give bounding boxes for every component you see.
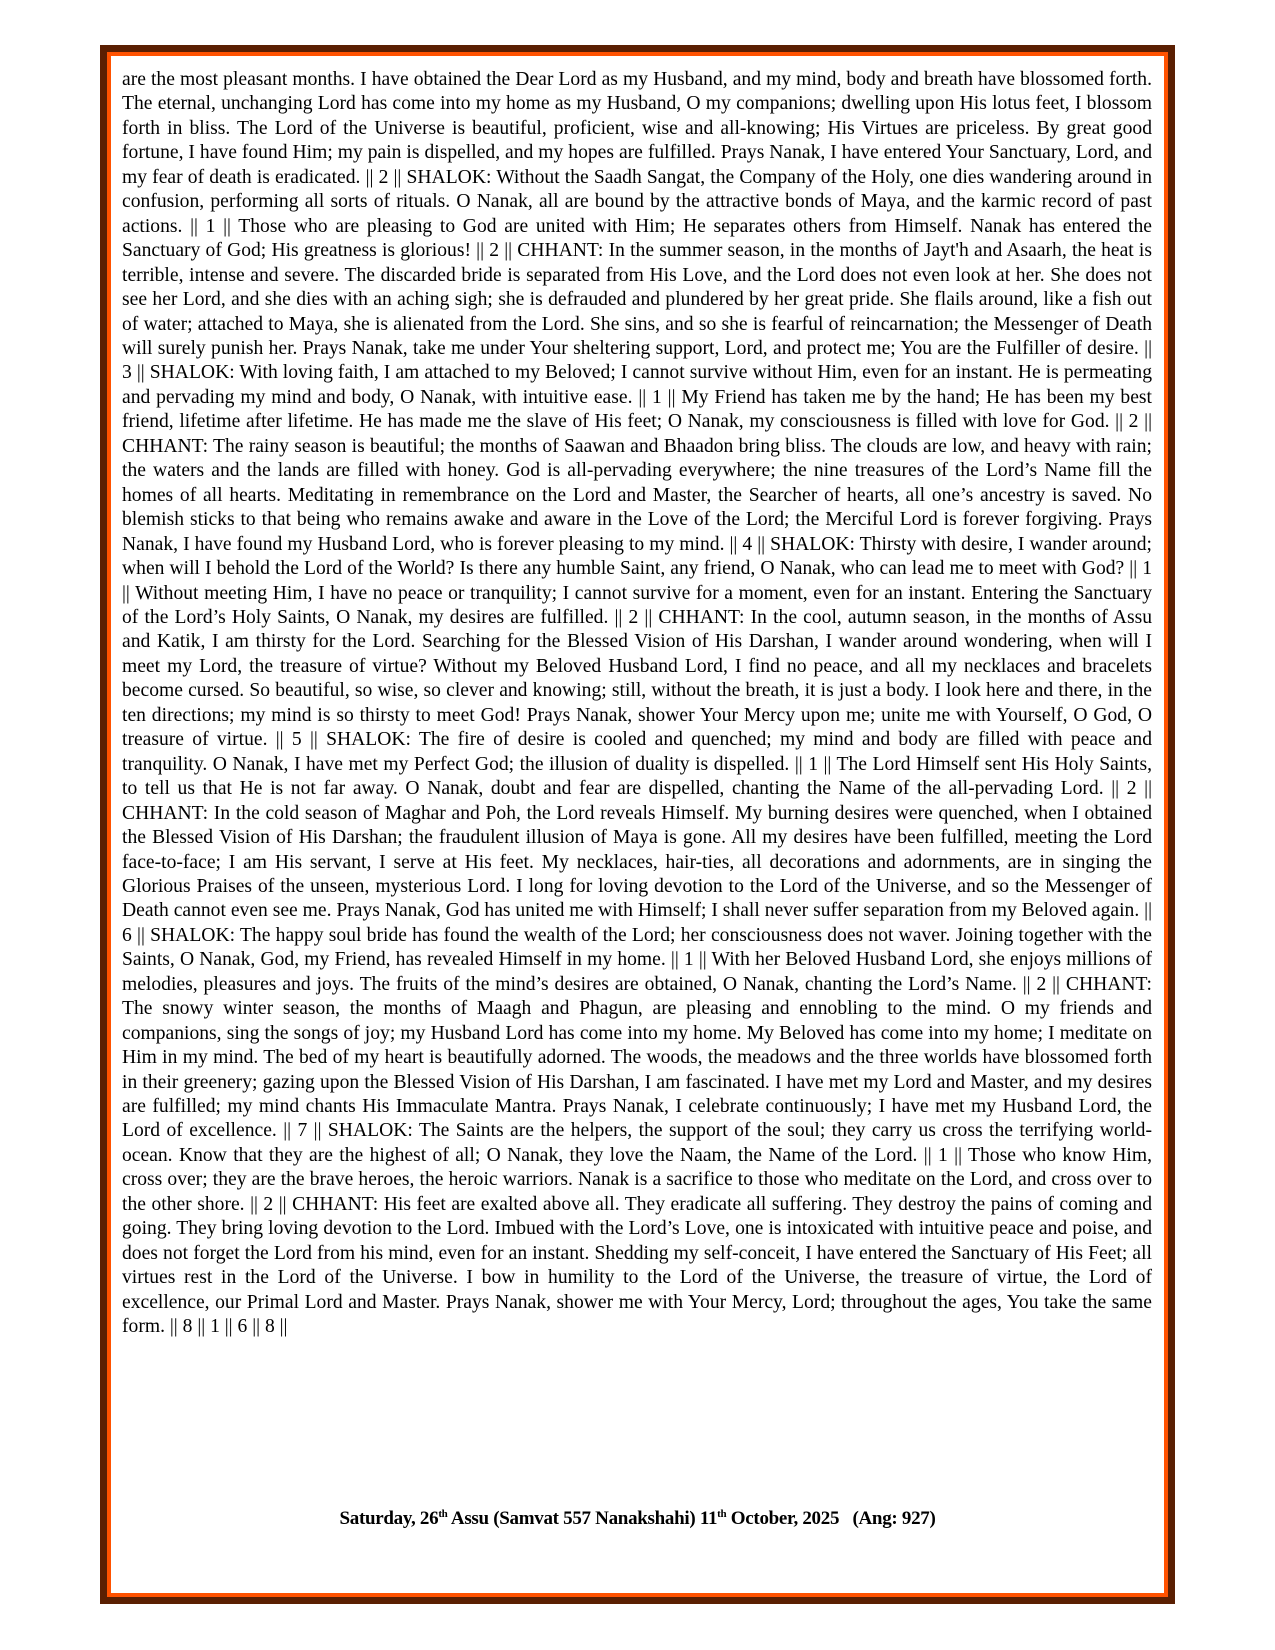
page-border-outer [100,45,1175,1604]
footer-day-suffix: th [438,1508,448,1520]
footer-rest: October, 2025 (Ang: 927) [726,1508,936,1529]
hukamnama-body-text: are the most pleasant months. I have obtained the Dear Lord as my Husband, and my mind, body and breath have blossomed forth. The eternal, unchanging Lord has come into my home as my Husband, O my companions; dwelling upon His lotus feet, I blossom forth in bliss. The Lord of the Universe is beautiful, proficient, wise and all-knowing; His Virtues are priceless. By great good fortune, I have found Him; my pain is dispelled, and my hopes are fulfilled. Prays Nanak, I have entered Your Sanctuary, Lord, and my fear of death is eradicated. || 2 || SHALOK: Without the Saadh Sangat, the Company of the Holy, one dies wandering around in confusion, performing all sorts of rituals. O Nanak, all are bound by the attractive bonds of Maya, and the karmic record of past actions. || 1 || Those who are pleasing to God are united with Him; He separates others from Himself. Nanak has entered the Sanctuary of God; His greatness is glorious! || 2 || CHHANT: In the summer season, in the months of Jayt'h and Asaarh, the heat is terrible, intense and severe. The discarded bride is separated from His Love, and the Lord does not even look at her. She does not see her Lord, and she dies with an aching sigh; she is defrauded and plundered by her great pride. She flails around, like a fish out of water; attached to Maya, she is alienated from the Lord. She sins, and so she is fearful of reincarnation; the Messenger of Death will surely punish her. Prays Nanak, take me under Your sheltering support, Lord, and protect me; You are the Fulfiller of desire. || 3 || SHALOK: With loving faith, I am attached to my Beloved; I cannot survive without Him, even for an instant. He is permeating and pervading my mind and body, O Nanak, with intuitive ease. || 1 || My Friend has taken me by the hand; He has been my best friend, lifetime after lifetime. He has made me the slave of His feet; O Nanak, my consciousness is filled with love for God. || 2 || CHHANT: The rainy season is beautiful; the months of Saawan and Bhaadon bring bliss. The clouds are low, and heavy with rain; the waters and the lands are filled with honey. God is all-pervading everywhere; the nine treasures of the Lord’s Name fill the homes of all hearts. Meditating in remembrance on the Lord and Master, the Searcher of hearts, all one’s ancestry is saved. No blemish sticks to that being who remains awake and aware in the Love of the Lord; the Merciful Lord is forever forgiving. Prays Nanak, I have found my Husband Lord, who is forever pleasing to my mind. || 4 || SHALOK: Thirsty with desire, I wander around; when will I behold the Lord of the World? Is there any humble Saint, any friend, O Nanak, who can lead me to meet with God? || 1 || Without meeting Him, I have no peace or tranquility; I cannot survive for a moment, even for an instant. Entering the Sanctuary of the Lord’s Holy Saints, O Nanak, my desires are fulfilled. || 2 || CHHANT: In the cool, autumn season, in the months of Assu and Katik, I am thirsty for the Lord. Searching for the Blessed Vision of His Darshan, I wander around wondering, when will I meet my Lord, the treasure of virtue? Without my Beloved Husband Lord, I find no peace, and all my necklaces and bracelets become cursed. So beautiful, so wise, so clever and knowing; still, without the breath, it is just a body. I look here and there, in the ten directions; my mind is so thirsty to meet God! Prays Nanak, shower Your Mercy upon me; unite me with Yourself, O God, O treasure of virtue. || 5 || SHALOK: The fire of desire is cooled and quenched; my mind and body are filled with peace and tranquility. O Nanak, I have met my Perfect God; the illusion of duality is dispelled. || 1 || The Lord Himself sent His Holy Saints, to tell us that He is not far away. O Nanak, doubt and fear are dispelled, chanting the Name of the all-pervading Lord. || 2 || CHHANT: In the cold season of Maghar and Poh, the Lord reveals Himself. My burning desires were quenched, when I obtained the Blessed Vision of His Darshan; the fraudulent illusion of Maya is gone. All my desires have been fulfilled, meeting the Lord face-to-face; I am His servant, I serve at His feet. My necklaces, hair-ties, all decorations and adornments, are in singing the Glorious Praises of the unseen, mysterious Lord. I long for loving devotion to the Lord of the Universe, and so the Messenger of Death cannot even see me. Prays Nanak, God has united me with Himself; I shall never suffer separation from my Beloved again. || 6 || SHALOK: The happy soul bride has found the wealth of the Lord; her consciousness does not waver. Joining together with the Saints, O Nanak, God, my Friend, has revealed Himself in my home. || 1 || With her Beloved Husband Lord, she enjoys millions of melodies, pleasures and joys. The fruits of the mind’s desires are obtained, O Nanak, chanting the Lord’s Name. || 2 || CHHANT: The snowy winter season, the months of Maagh and Phagun, are pleasing and ennobling to the mind. O my friends and companions, sing the songs of joy; my Husband Lord has come into my home. My Beloved has come into my home; I meditate on Him in my mind. The bed of my heart is beautifully adorned. The woods, the meadows and the three worlds have blossomed forth in their greenery; gazing upon the Blessed Vision of His Darshan, I am fascinated. I have met my Lord and Master, and my desires are fulfilled; my mind chants His Immaculate Mantra. Prays Nanak, I celebrate continuously; I have met my Husband Lord, the Lord of excellence. || 7 || SHALOK: The Saints are the helpers, the support of the soul; they carry us cross the terrifying world-ocean. Know that they are the highest of all; O Nanak, they love the Naam, the Name of the Lord. || 1 || Those who know Him, cross over; they are the brave heroes, the heroic warriors. Nanak is a sacrifice to those who meditate on the Lord, and cross over to the other shore. || 2 || CHHANT: His feet are exalted above all. They eradicate all suffering. They destroy the pains of coming and going. They bring loving devotion to the Lord. Imbued with the Lord’s Love, one is intoxicated with intuitive peace and poise, and does not forget the Lord from his mind, even for an instant. Shedding my self-conceit, I have entered the Sanctuary of His Feet; all virtues rest in the Lord of the Universe. I bow in humility to the Lord of the Universe, the treasure of virtue, the Lord of excellence, our Primal Lord and Master. Prays Nanak, shower me with Your Mercy, Lord; throughout the ages, You take the same form. || 8 || 1 || 6 || 8 || [122,69,1152,1338]
footer-date-suffix: th [717,1508,727,1520]
page-border-inner [107,52,1168,1597]
date-footer [111,1508,1164,1530]
page-content [111,56,1164,1593]
footer-month: Assu (Samvat 557 Nanakshahi) 11 [447,1508,718,1529]
footer-day: Saturday, 26 [339,1508,439,1529]
